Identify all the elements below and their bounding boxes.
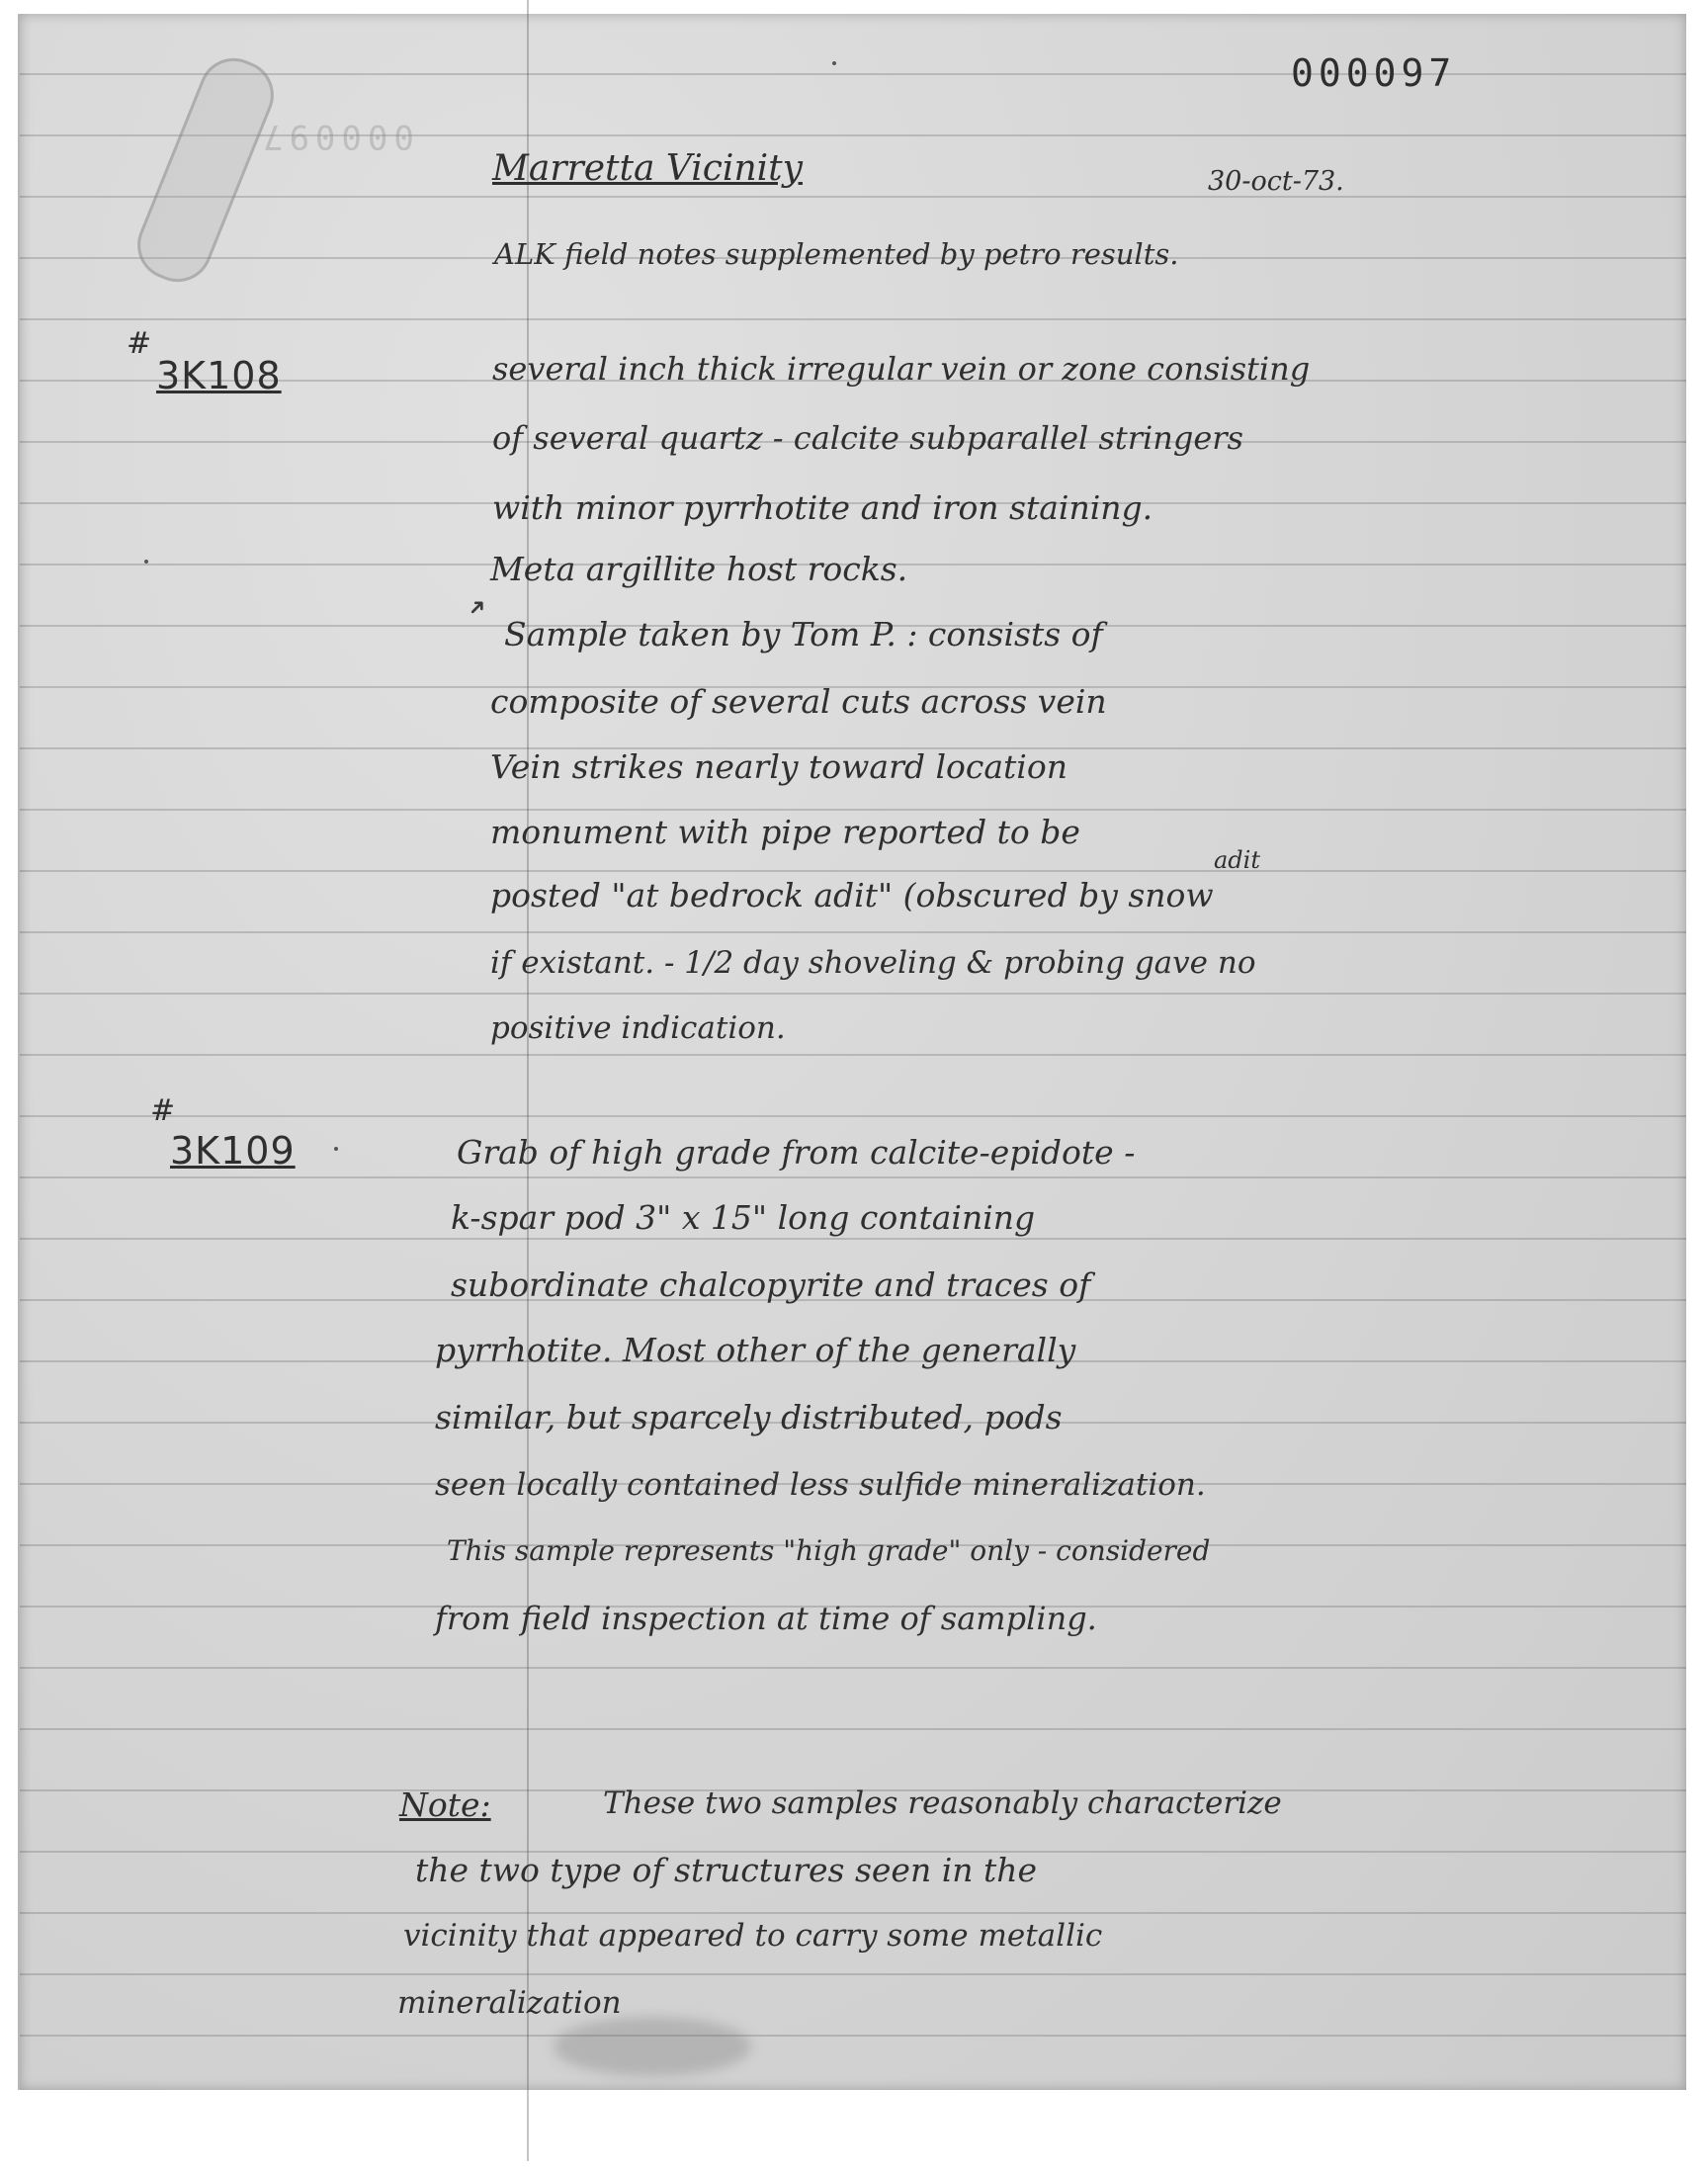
document-page: [18, 14, 1686, 2090]
entry-line: similar, but sparcely distributed, pods: [435, 1398, 1063, 1436]
speck: [334, 1147, 338, 1151]
entry-line: from field inspection at time of sampling.: [435, 1600, 1097, 1637]
entry-line: of several quartz - calcite subparallel stringers: [492, 419, 1243, 457]
entry-line: several inch thick irregular vein or zone consisting: [492, 350, 1311, 388]
note-line: vicinity that appeared to carry some metallic: [403, 1918, 1103, 1954]
entry-line: seen locally contained less sulfide mineralization.: [435, 1467, 1206, 1503]
note-line: These two samples reasonably characterize: [603, 1785, 1282, 1821]
paper-clip-mark: [128, 47, 285, 292]
entry-line: monument with pipe reported to be: [490, 813, 1080, 851]
note-line: mineralization: [397, 1985, 622, 2021]
sample-id: 3K109: [170, 1129, 296, 1173]
bleed-through-stamp: 000097: [257, 117, 414, 156]
document-number: 000097: [1291, 51, 1457, 95]
entry-line: k-spar pod 3" x 15" long containing: [451, 1198, 1036, 1237]
note-label: Note:: [399, 1785, 491, 1824]
entry-line: composite of several cuts across vein: [490, 682, 1107, 721]
insertion-note: adit: [1214, 846, 1260, 874]
speck: [832, 61, 836, 65]
entry-line: Meta argillite host rocks.: [490, 550, 908, 588]
sample-hash-mark: #: [127, 326, 152, 361]
ink-smudge: [554, 2017, 751, 2076]
fold-line: [527, 0, 529, 2161]
caret-arrow-icon: ➜: [462, 592, 493, 623]
sample-id: 3K108: [156, 354, 282, 397]
entry-line: Vein strikes nearly toward location: [490, 747, 1068, 786]
speck: [144, 560, 148, 564]
entry-line: positive indication.: [490, 1010, 786, 1046]
sample-hash-mark: #: [150, 1093, 176, 1128]
entry-line: with minor pyrrhotite and iron staining.: [492, 488, 1153, 527]
entry-line: Grab of high grade from calcite-epidote -: [457, 1133, 1136, 1172]
page-title: Marretta Vicinity: [492, 148, 803, 189]
entry-line: This sample represents "high grade" only - considered: [447, 1534, 1211, 1567]
note-date: 30-oct-73.: [1208, 166, 1344, 197]
entry-line: subordinate chalcopyrite and traces of: [451, 1265, 1091, 1304]
entry-line: if existant. - 1/2 day shoveling & probing gave no: [490, 945, 1256, 981]
entry-line: pyrrhotite. Most other of the generally: [435, 1331, 1076, 1369]
page-subtitle: ALK field notes supplemented by petro results.: [494, 237, 1179, 271]
entry-line: Sample taken by Tom P. : consists of: [504, 615, 1103, 653]
entry-line: posted "at bedrock adit" (obscured by snow: [490, 876, 1214, 914]
note-line: the two type of structures seen in the: [415, 1851, 1038, 1889]
